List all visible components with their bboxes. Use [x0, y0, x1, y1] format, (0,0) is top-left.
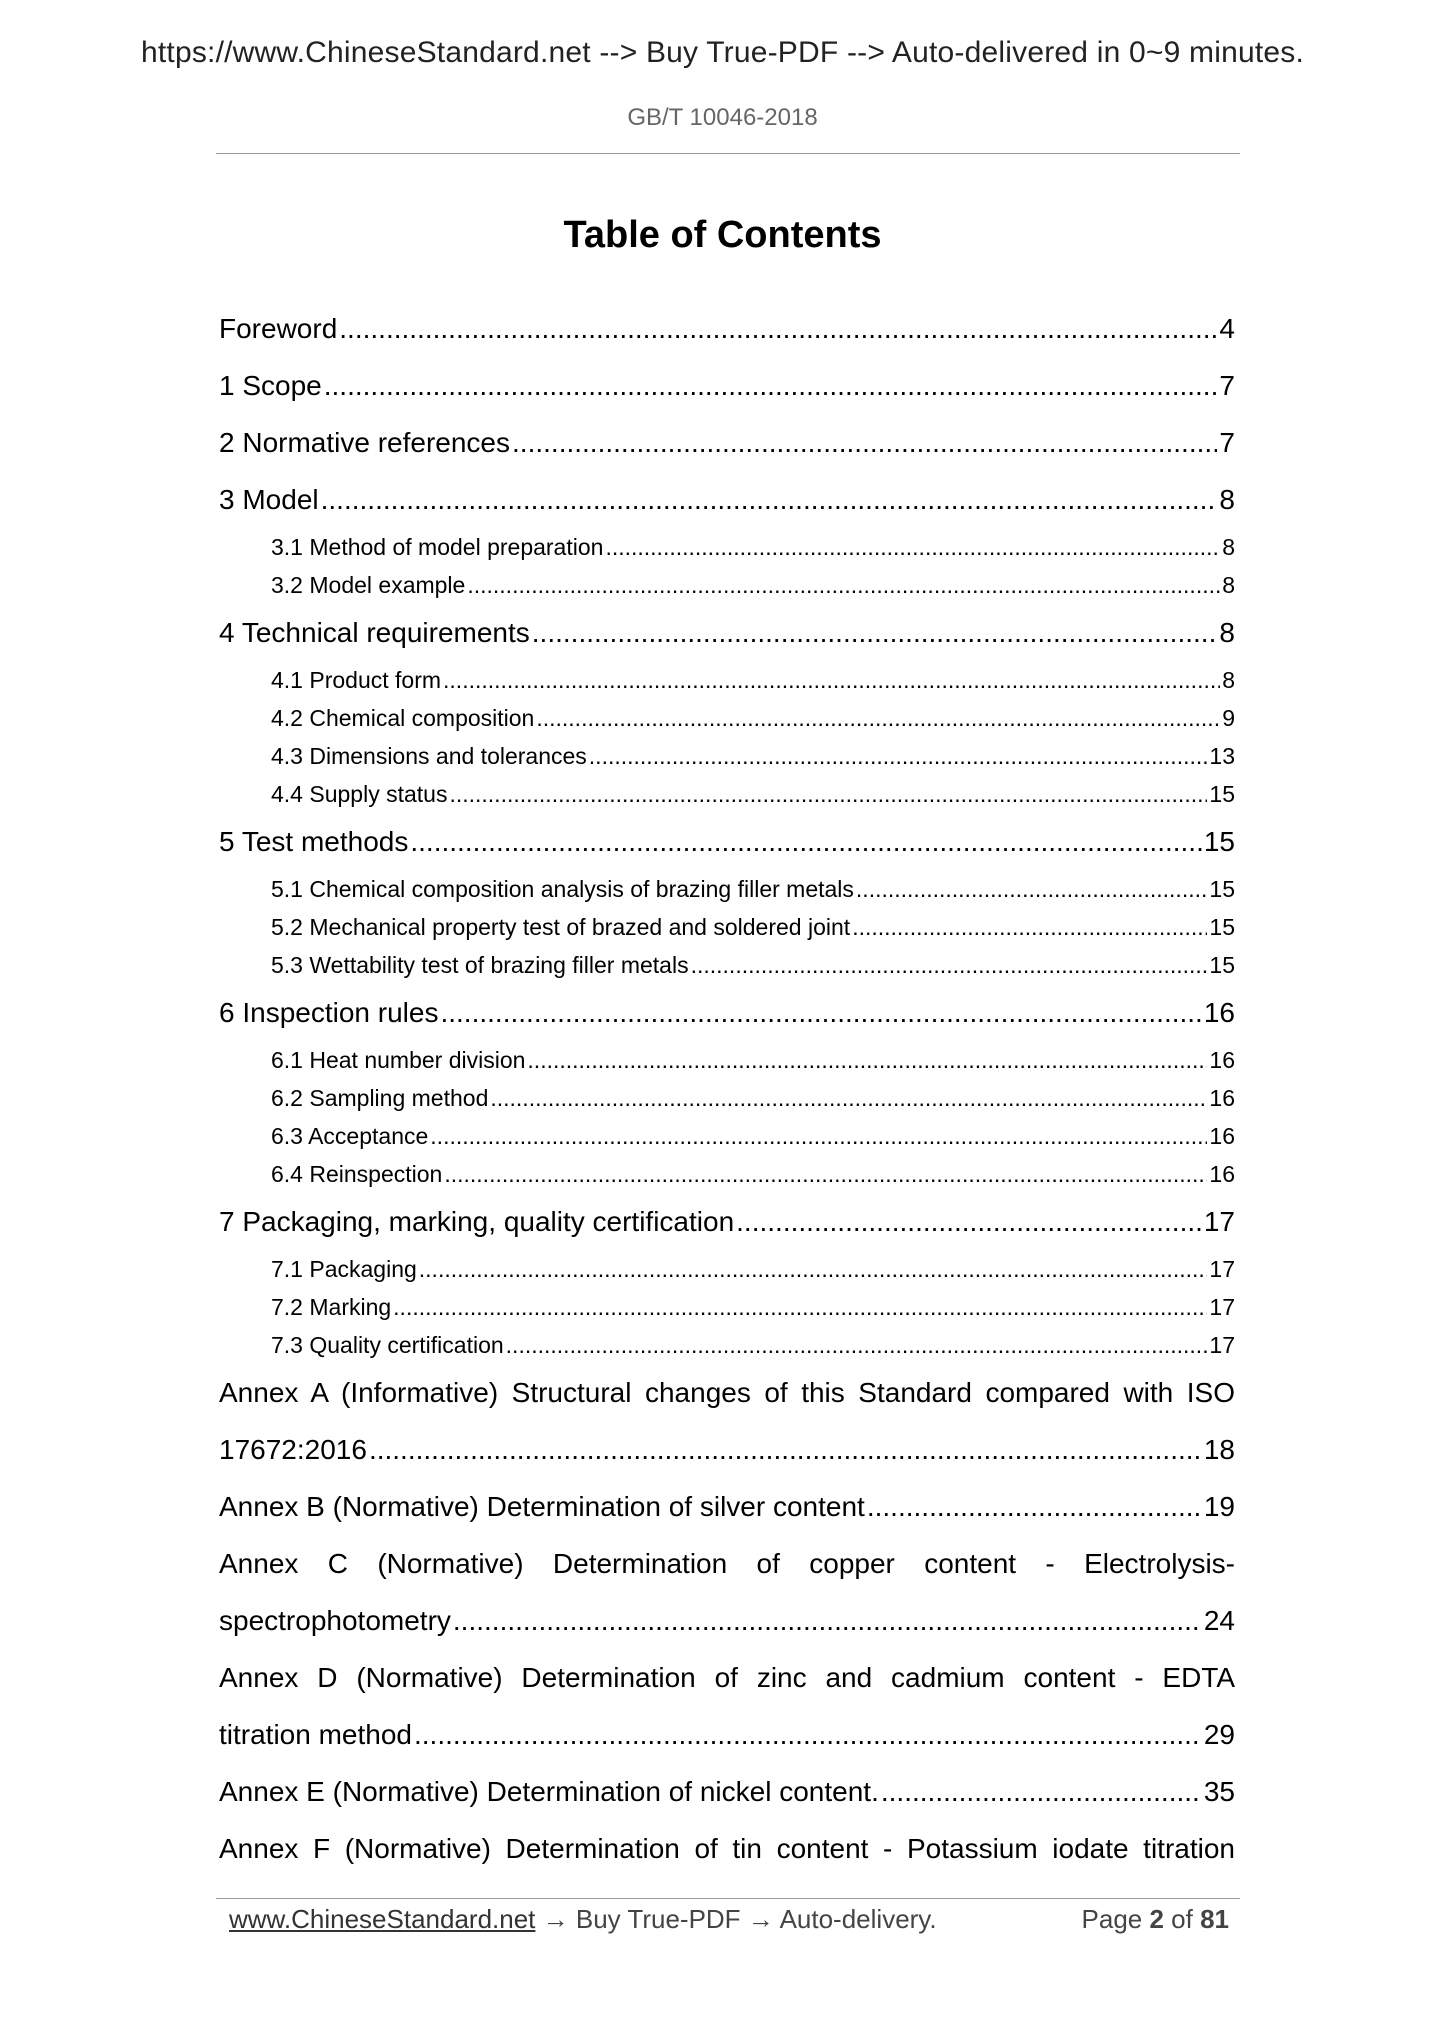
toc-entry-label: 17672:2016 — [219, 1434, 367, 1465]
toc-subentry-7-2[interactable] — [219, 1288, 1235, 1326]
toc-entry-label: 5 Test methods — [219, 826, 409, 857]
toc-leader-dots — [369, 1421, 1202, 1478]
toc-entry-page: 8 — [1222, 667, 1235, 693]
toc-entry-annex-c-continued[interactable] — [219, 1592, 1235, 1649]
toc-entry-annex-d-continued[interactable] — [219, 1706, 1235, 1763]
toc-leader-dots — [512, 414, 1217, 471]
toc-entry-label: 6.3 Acceptance — [271, 1123, 429, 1149]
toc-entry-test-methods[interactable] — [219, 813, 1235, 870]
toc-leader-dots — [691, 946, 1208, 984]
toc-entry-label: 3 Model — [219, 484, 319, 515]
toc-leader-dots — [506, 1326, 1208, 1364]
toc-entry-page: 19 — [1203, 1491, 1235, 1522]
toc-entry-page: 15 — [1209, 781, 1235, 807]
toc-title: Table of Contents — [563, 214, 882, 256]
toc-entry-page: 8 — [1219, 617, 1235, 648]
toc-leader-dots — [393, 1288, 1207, 1326]
toc-leader-dots — [443, 661, 1220, 699]
toc-entry-page: 24 — [1203, 1605, 1235, 1636]
toc-entry-label: 4.2 Chemical composition — [271, 705, 535, 731]
header-divider — [216, 153, 1240, 154]
toc-entry-page: 7 — [1219, 370, 1235, 401]
toc-entry-label: titration method — [219, 1719, 412, 1750]
toc-entry-annex-a[interactable]: Annex A (Informative) Structural changes of this Standard compared with ISO — [219, 1377, 1235, 1408]
of-word: of — [1163, 1904, 1201, 1934]
toc-subentry-4-2[interactable] — [219, 699, 1235, 737]
toc-entry-page: 16 — [1203, 997, 1235, 1028]
toc-leader-dots — [589, 737, 1208, 775]
toc-subentry-4-4[interactable] — [219, 775, 1235, 813]
toc-entry-label: 6.1 Heat number division — [271, 1047, 526, 1073]
toc-entry-page: 17 — [1209, 1332, 1235, 1358]
toc-entry-label: 7.3 Quality certification — [271, 1332, 504, 1358]
toc-entry-label: Foreword — [219, 313, 338, 344]
toc-subentry-3-1[interactable] — [219, 528, 1235, 566]
toc-entry-foreword[interactable] — [219, 300, 1235, 357]
toc-subentry-7-1[interactable] — [219, 1250, 1235, 1288]
toc-leader-dots — [856, 870, 1207, 908]
page-footer — [229, 1904, 1229, 1935]
toc-entry-normative-references[interactable] — [219, 414, 1235, 471]
toc-entry-page: 16 — [1209, 1161, 1235, 1187]
footer-divider — [216, 1898, 1240, 1899]
toc-leader-dots — [430, 1117, 1207, 1155]
toc-leader-dots — [410, 813, 1201, 870]
toc-entry-label: 6.4 Reinspection — [271, 1161, 443, 1187]
toc-leader-dots — [339, 300, 1217, 357]
toc-entry-inspection-rules[interactable] — [219, 984, 1235, 1041]
toc-entry-label: 3.1 Method of model preparation — [271, 534, 604, 560]
toc-entry-label: 2 Normative references — [219, 427, 511, 458]
toc-entry-page: 7 — [1219, 427, 1235, 458]
toc-entry-label: 4.3 Dimensions and tolerances — [271, 743, 587, 769]
toc-entry-label: 1 Scope — [219, 370, 322, 401]
toc-entry-page: 8 — [1222, 534, 1235, 560]
toc-entry-page: 16 — [1209, 1047, 1235, 1073]
toc-entry-page: 17 — [1209, 1256, 1235, 1282]
toc-leader-dots — [453, 1592, 1202, 1649]
toc-subentry-4-3[interactable] — [219, 737, 1235, 775]
page-indicator — [1082, 1904, 1229, 1935]
toc-entry-label: 5.3 Wettability test of brazing filler metals — [271, 952, 689, 978]
toc-leader-dots — [881, 1763, 1202, 1820]
toc-subentry-5-1[interactable] — [219, 870, 1235, 908]
toc-entry-label: 5.1 Chemical composition analysis of brazing filler metals — [271, 876, 854, 902]
toc-entry-label: 6 Inspection rules — [219, 997, 439, 1028]
toc-leader-dots — [419, 1250, 1208, 1288]
toc-leader-dots — [444, 1155, 1207, 1193]
toc-entry-technical-requirements[interactable] — [219, 604, 1235, 661]
toc-entry-annex-e[interactable] — [219, 1763, 1235, 1820]
toc-leader-dots — [736, 1193, 1202, 1250]
toc-entry-label: 5.2 Mechanical property test of brazed and soldered joint — [271, 914, 851, 940]
toc-entry-annex-b[interactable] — [219, 1478, 1235, 1535]
toc-entry-packaging-marking[interactable] — [219, 1193, 1235, 1250]
top-banner: https://www.ChineseStandard.net --> Buy True-PDF --> Auto-delivered in 0~9 minutes. — [141, 36, 1304, 69]
footer-tagline: → Buy True-PDF → Auto-delivery. — [535, 1904, 937, 1934]
total-page-count: 81 — [1200, 1904, 1229, 1934]
toc-leader-dots — [527, 1041, 1207, 1079]
toc-entry-page: 16 — [1209, 1085, 1235, 1111]
toc-subentry-6-2[interactable] — [219, 1079, 1235, 1117]
toc-leader-dots — [467, 566, 1220, 604]
toc-leader-dots — [852, 908, 1207, 946]
toc-leader-dots — [532, 604, 1218, 661]
toc-leader-dots — [449, 775, 1207, 813]
toc-entry-label: 4.1 Product form — [271, 667, 442, 693]
toc-entry-label: 3.2 Model example — [271, 572, 466, 598]
toc-entry-scope[interactable] — [219, 357, 1235, 414]
toc-entry-page: 8 — [1222, 572, 1235, 598]
toc-leader-dots — [605, 528, 1220, 566]
toc-entry-annex-a-continued[interactable] — [219, 1421, 1235, 1478]
toc-entry-page: 17 — [1209, 1294, 1235, 1320]
toc-entry-label: Annex E (Normative) Determination of nickel content. — [219, 1776, 879, 1807]
toc-entry-page: 35 — [1203, 1776, 1235, 1807]
toc-entry-label: 4 Technical requirements — [219, 617, 530, 648]
toc-entry-label: 4.4 Supply status — [271, 781, 448, 807]
toc-entry-model[interactable] — [219, 471, 1235, 528]
toc-entry-label: 6.2 Sampling method — [271, 1085, 489, 1111]
toc-subentry-6-1[interactable] — [219, 1041, 1235, 1079]
toc-leader-dots — [321, 471, 1218, 528]
toc-entry-page: 18 — [1203, 1434, 1235, 1465]
current-page-number: 2 — [1149, 1904, 1164, 1934]
toc-subentry-5-3[interactable] — [219, 946, 1235, 984]
table-of-contents — [219, 300, 1235, 1877]
toc-subentry-3-2[interactable] — [219, 566, 1235, 604]
toc-subentry-5-2[interactable] — [219, 908, 1235, 946]
toc-entry-page: 16 — [1209, 1123, 1235, 1149]
toc-leader-dots — [440, 984, 1201, 1041]
toc-entry-page: 29 — [1203, 1719, 1235, 1750]
toc-entry-label: 7.1 Packaging — [271, 1256, 417, 1282]
footer-site-link[interactable]: www.ChineseStandard.net — [229, 1904, 536, 1934]
toc-leader-dots — [867, 1478, 1202, 1535]
toc-entry-label: Annex B (Normative) Determination of silver content — [219, 1491, 865, 1522]
toc-entry-label: 7.2 Marking — [271, 1294, 392, 1320]
toc-entry-page: 15 — [1209, 952, 1235, 978]
toc-subentry-6-4[interactable] — [219, 1155, 1235, 1193]
toc-entry-page: 13 — [1209, 743, 1235, 769]
toc-leader-dots — [414, 1706, 1202, 1763]
toc-leader-dots — [490, 1079, 1207, 1117]
toc-entry-page: 9 — [1222, 705, 1235, 731]
toc-subentry-4-1[interactable] — [219, 661, 1235, 699]
toc-entry-annex-d[interactable]: Annex D (Normative) Determination of zinc and cadmium content - EDTA — [219, 1662, 1235, 1693]
toc-subentry-6-3[interactable] — [219, 1117, 1235, 1155]
toc-entry-page: 4 — [1219, 313, 1235, 344]
toc-entry-page: 15 — [1209, 914, 1235, 940]
toc-entry-label: spectrophotometry — [219, 1605, 451, 1636]
toc-leader-dots — [536, 699, 1220, 737]
toc-entry-annex-c[interactable]: Annex C (Normative) Determination of copper content - Electrolysis- — [219, 1548, 1235, 1579]
toc-entry-page: 8 — [1219, 484, 1235, 515]
toc-entry-page: 17 — [1203, 1206, 1235, 1237]
toc-leader-dots — [324, 357, 1218, 414]
toc-entry-annex-f[interactable]: Annex F (Normative) Determination of tin content - Potassium iodate titration — [219, 1833, 1235, 1864]
page-word: Page — [1081, 1904, 1150, 1934]
toc-entry-page: 15 — [1209, 876, 1235, 902]
toc-subentry-7-3[interactable] — [219, 1326, 1235, 1364]
toc-entry-label: 7 Packaging, marking, quality certification — [219, 1206, 735, 1237]
document-code: GB/T 10046-2018 — [627, 104, 818, 131]
toc-entry-page: 15 — [1203, 826, 1235, 857]
